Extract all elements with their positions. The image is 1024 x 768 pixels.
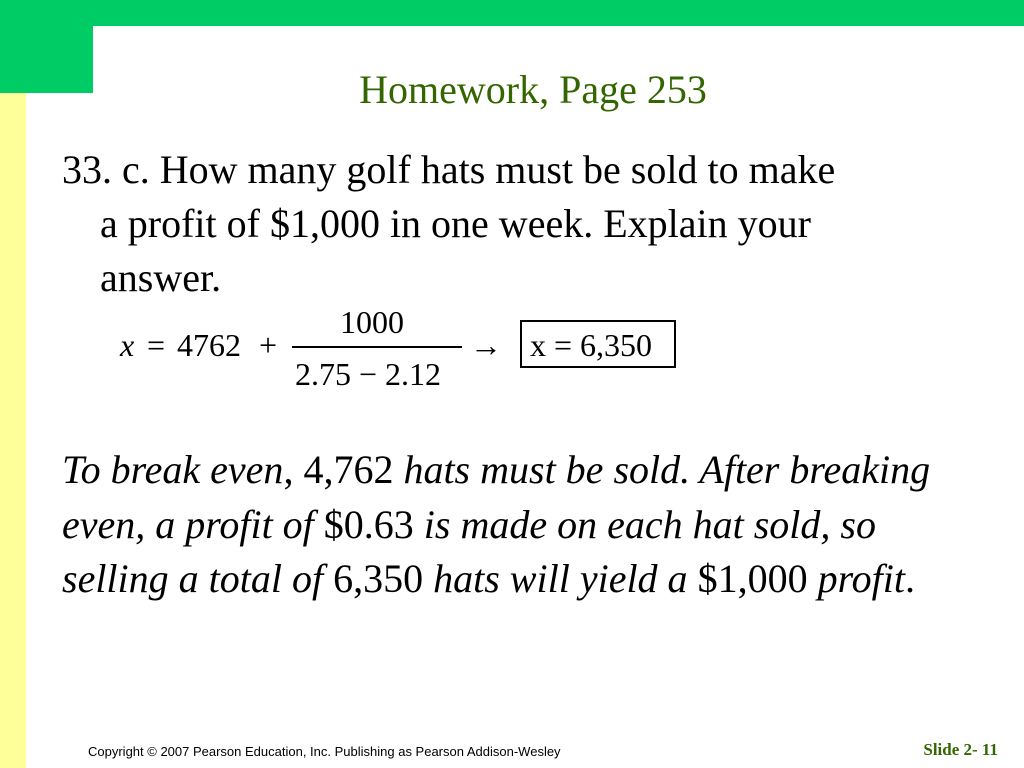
slide-number: Slide 2- 11 <box>923 740 998 759</box>
problem-line-1: 33. c. How many golf hats must be sold to make <box>62 147 836 192</box>
problem-line-2: a profit of $1,000 in one week. Explain your <box>100 201 811 246</box>
equation-result: x = 6,350 <box>530 327 653 363</box>
explanation-part-9: profit <box>817 556 905 601</box>
explanation-part-1: To break even <box>62 447 284 492</box>
problem-statement <box>62 143 962 305</box>
explanation-text <box>62 443 982 607</box>
equation-plus: + <box>259 327 278 363</box>
explanation-part-6: 6,350 <box>323 556 434 601</box>
fraction-bar <box>292 346 462 348</box>
equation-arrow: → <box>470 327 502 363</box>
equation-denominator: 2.75 − 2.12 <box>295 356 442 392</box>
slide-title: Homework, Page 253 <box>359 67 707 112</box>
answer-box <box>520 320 676 368</box>
equation-numerator: 1000 <box>340 304 404 340</box>
equation-base: 4762 <box>177 327 241 363</box>
equation-equals: = <box>147 327 166 363</box>
explanation-part-2: , 4,762 <box>283 447 404 492</box>
copyright-footer: Copyright © 2007 Pearson Education, Inc. Publishing as Pearson Addison-Wesley <box>88 744 561 759</box>
explanation-part-8: $1,000 <box>687 556 818 601</box>
equation-variable: x <box>120 327 135 363</box>
explanation-part-4: $0.63 <box>313 501 424 547</box>
left-accent-bar <box>0 0 26 768</box>
explanation-part-3: hats must be sold. After breaking even, a profit of <box>62 447 931 547</box>
explanation-part-10: . <box>904 556 915 601</box>
top-accent-bar <box>0 0 1024 26</box>
explanation-part-5: is made on each hat sold, so selling a total of <box>62 501 876 601</box>
problem-line-3: answer. <box>100 255 222 300</box>
explanation-part-7: hats will yield a <box>433 556 688 601</box>
